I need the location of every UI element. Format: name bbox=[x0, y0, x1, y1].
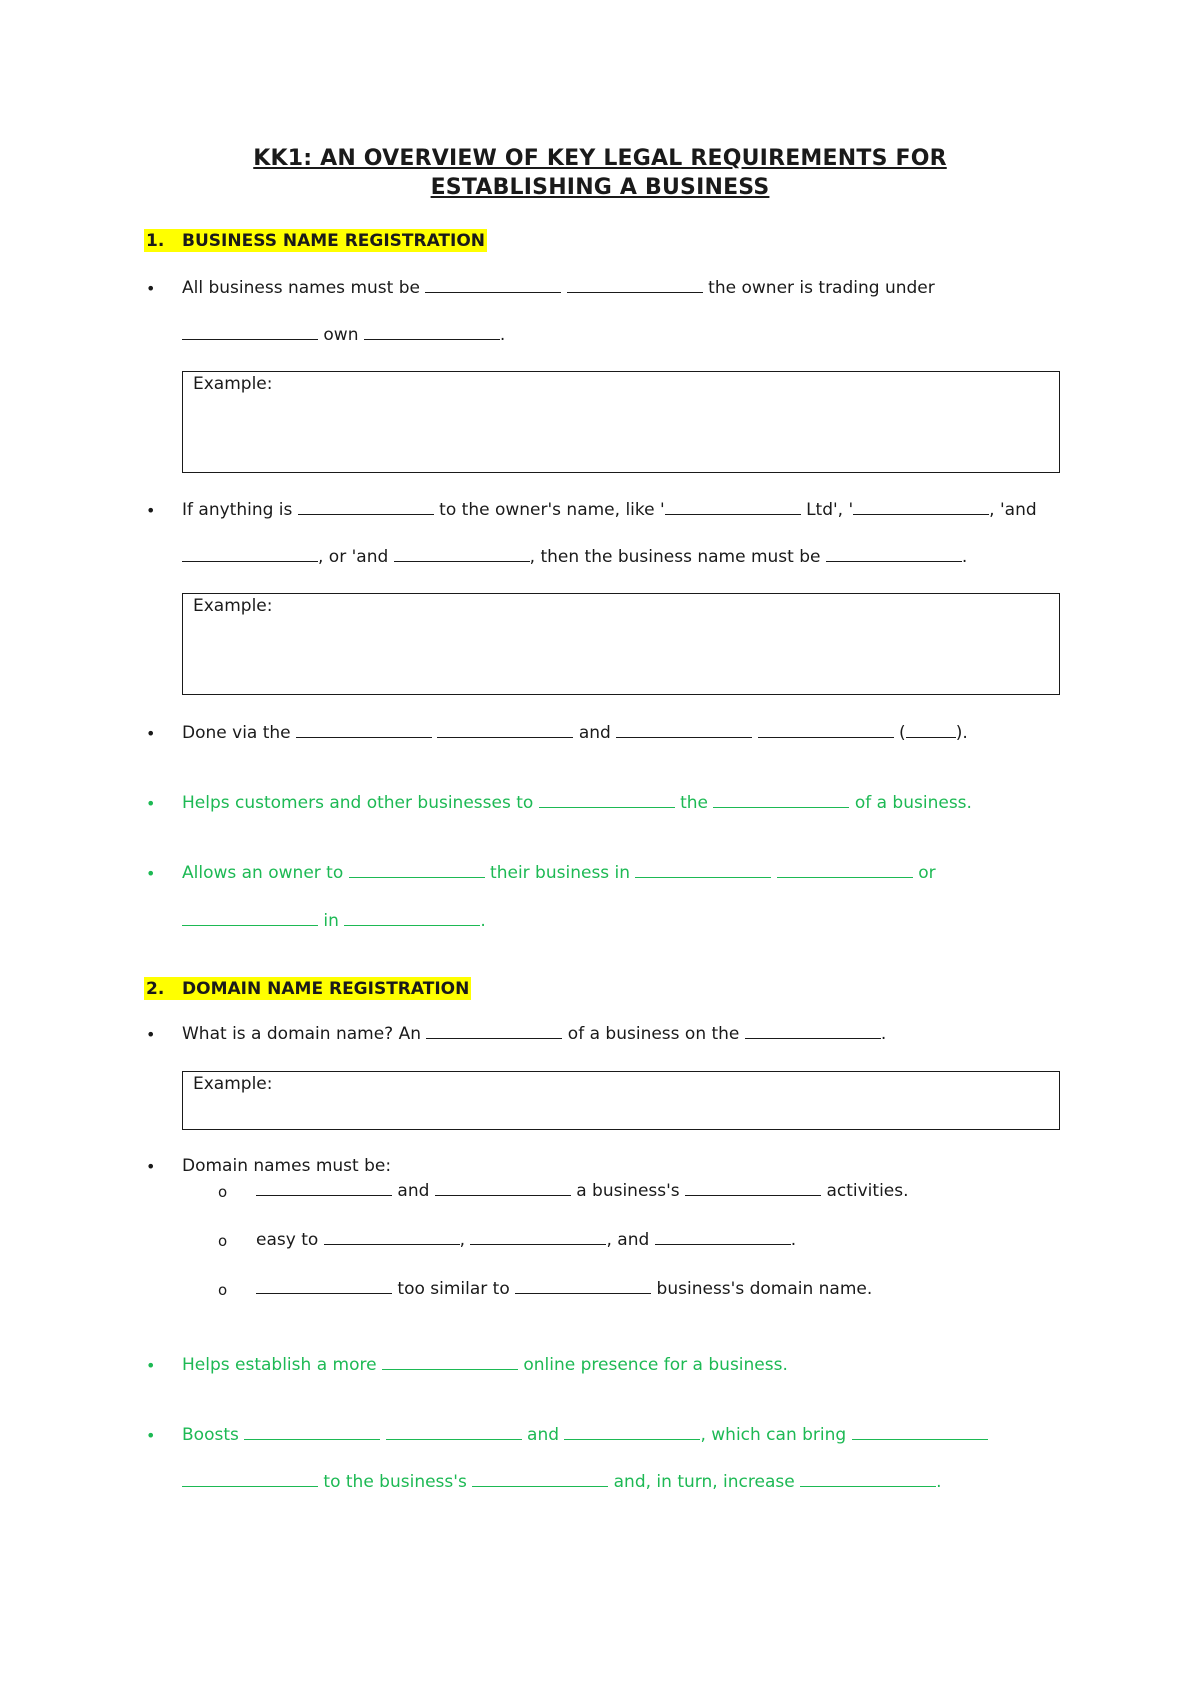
text: ( bbox=[893, 723, 906, 743]
page-title-line-2: ESTABLISHING A BUSINESS bbox=[430, 175, 770, 200]
blank-field[interactable] bbox=[515, 1279, 651, 1294]
text: . bbox=[480, 911, 486, 931]
text: easy to bbox=[256, 1230, 324, 1250]
text: Allows an owner to bbox=[182, 863, 349, 883]
blank-field[interactable] bbox=[665, 500, 801, 515]
blank-field[interactable] bbox=[635, 863, 771, 878]
blank-field[interactable] bbox=[539, 793, 675, 808]
s2-bullet-4-line-2 bbox=[182, 1472, 942, 1492]
sub-bullet-glyph: o bbox=[218, 1232, 228, 1250]
blank-field[interactable] bbox=[256, 1279, 392, 1294]
text: , and bbox=[606, 1230, 655, 1250]
blank-field[interactable] bbox=[364, 325, 500, 340]
heading-highlight: 2. DOMAIN NAME REGISTRATION bbox=[146, 979, 470, 999]
blank-field[interactable] bbox=[853, 500, 989, 515]
text: to the owner's name, like ' bbox=[433, 500, 665, 520]
text: Helps customers and other businesses to bbox=[182, 793, 539, 813]
text: , or 'and bbox=[318, 547, 394, 567]
blank-field[interactable] bbox=[472, 1472, 608, 1487]
blank-field[interactable] bbox=[685, 1181, 821, 1196]
text: Helps establish a more bbox=[182, 1355, 382, 1375]
text: Done via the bbox=[182, 723, 297, 743]
section-heading-domain-name bbox=[144, 979, 471, 999]
s1-bullet-2-line-2 bbox=[182, 547, 967, 567]
text: online presence for a business. bbox=[517, 1355, 788, 1375]
text: their business in bbox=[484, 863, 636, 883]
s2-bullet-1 bbox=[182, 1024, 886, 1044]
text: Boosts bbox=[182, 1425, 245, 1445]
text: and bbox=[573, 723, 617, 743]
text: or bbox=[912, 863, 936, 883]
blank-field[interactable] bbox=[655, 1230, 791, 1245]
text: of a business on the bbox=[562, 1024, 745, 1044]
blank-field[interactable] bbox=[567, 278, 703, 293]
s1-bullet-3 bbox=[182, 723, 968, 743]
text: business's domain name. bbox=[651, 1279, 873, 1299]
blank-field[interactable] bbox=[182, 1472, 318, 1487]
bullet-glyph: • bbox=[146, 1157, 156, 1176]
s2-sub-bullet-3 bbox=[256, 1279, 872, 1299]
bullet-glyph: • bbox=[146, 1356, 156, 1375]
blank-field[interactable] bbox=[435, 1181, 571, 1196]
blank-field[interactable] bbox=[324, 1230, 460, 1245]
text: the bbox=[674, 793, 714, 813]
text: activities. bbox=[821, 1181, 909, 1201]
section-heading-business-name bbox=[144, 231, 487, 251]
bullet-glyph: • bbox=[146, 864, 156, 883]
blank-field[interactable] bbox=[256, 1181, 392, 1196]
blank-field[interactable] bbox=[182, 547, 318, 562]
blank-field[interactable] bbox=[182, 325, 318, 340]
blank-field[interactable] bbox=[758, 723, 894, 738]
blank-field[interactable] bbox=[426, 1024, 562, 1039]
text: . bbox=[499, 325, 506, 345]
sub-bullet-glyph: o bbox=[218, 1281, 228, 1299]
bullet-glyph: • bbox=[146, 1025, 156, 1044]
text: of a business. bbox=[849, 793, 972, 813]
blank-field[interactable] bbox=[349, 863, 485, 878]
sub-bullet-glyph: o bbox=[218, 1183, 228, 1201]
blank-field[interactable] bbox=[470, 1230, 606, 1245]
blank-field[interactable] bbox=[296, 723, 432, 738]
text: to the business's bbox=[318, 1472, 473, 1492]
text: the owner is trading under bbox=[702, 278, 935, 298]
text: . bbox=[936, 1472, 942, 1492]
s1-bullet-5-line-2 bbox=[182, 911, 486, 931]
blank-field[interactable] bbox=[852, 1425, 988, 1440]
blank-field[interactable] bbox=[826, 547, 962, 562]
text: too similar to bbox=[392, 1279, 516, 1299]
s2-bullet-3 bbox=[182, 1355, 788, 1375]
blank-field[interactable] bbox=[616, 723, 752, 738]
heading-highlight: 1. BUSINESS NAME REGISTRATION bbox=[146, 231, 486, 251]
text: ). bbox=[955, 723, 968, 743]
example-label: Example: bbox=[193, 596, 273, 616]
blank-field[interactable] bbox=[437, 723, 573, 738]
text: , 'and bbox=[989, 500, 1037, 520]
s2-bullet-2: Domain names must be: bbox=[182, 1156, 392, 1176]
text: If anything is bbox=[182, 500, 298, 520]
text: . bbox=[961, 547, 968, 567]
example-box-3[interactable] bbox=[182, 1071, 1060, 1130]
bullet-glyph: • bbox=[146, 1426, 156, 1445]
text: . bbox=[880, 1024, 887, 1044]
s2-sub-bullet-1 bbox=[256, 1181, 909, 1201]
s1-bullet-1-line-2 bbox=[182, 325, 505, 345]
text: and bbox=[521, 1425, 565, 1445]
blank-field[interactable] bbox=[344, 911, 480, 926]
s2-sub-bullet-2 bbox=[256, 1230, 796, 1250]
blank-field[interactable] bbox=[298, 500, 434, 515]
text: What is a domain name? An bbox=[182, 1024, 427, 1044]
blank-field[interactable] bbox=[425, 278, 561, 293]
text: and bbox=[392, 1181, 435, 1201]
bullet-glyph: • bbox=[146, 501, 156, 520]
example-box-1[interactable] bbox=[182, 371, 1060, 473]
bullet-glyph: • bbox=[146, 279, 156, 298]
text: and, in turn, increase bbox=[608, 1472, 801, 1492]
blank-field[interactable] bbox=[745, 1024, 881, 1039]
s2-bullet-4-line-1 bbox=[182, 1425, 988, 1445]
text: . bbox=[790, 1230, 797, 1250]
blank-field[interactable] bbox=[394, 547, 530, 562]
bullet-glyph: • bbox=[146, 724, 156, 743]
blank-field[interactable] bbox=[777, 863, 913, 878]
example-box-2[interactable] bbox=[182, 593, 1060, 695]
text: , then the business name must be bbox=[529, 547, 826, 567]
s1-bullet-5-line-1 bbox=[182, 863, 936, 883]
example-label: Example: bbox=[193, 374, 273, 394]
blank-field[interactable] bbox=[182, 911, 318, 926]
s1-bullet-2-line-1 bbox=[182, 500, 1037, 520]
s1-bullet-4 bbox=[182, 793, 972, 813]
s1-bullet-1-line-1 bbox=[182, 278, 935, 298]
blank-field[interactable] bbox=[382, 1355, 518, 1370]
text: , which can bring bbox=[700, 1425, 852, 1445]
blank-field[interactable] bbox=[564, 1425, 700, 1440]
blank-field[interactable] bbox=[800, 1472, 936, 1487]
text: , bbox=[459, 1230, 471, 1250]
page-title-line-1: KK1: AN OVERVIEW OF KEY LEGAL REQUIREMENTS FOR bbox=[253, 146, 947, 171]
text: Ltd', ' bbox=[800, 500, 854, 520]
blank-field-short[interactable] bbox=[906, 723, 956, 738]
example-label: Example: bbox=[193, 1074, 273, 1094]
text: in bbox=[318, 911, 345, 931]
text: own bbox=[318, 325, 364, 345]
blank-field[interactable] bbox=[244, 1425, 380, 1440]
blank-field[interactable] bbox=[713, 793, 849, 808]
text: All business names must be bbox=[182, 278, 426, 298]
blank-field[interactable] bbox=[386, 1425, 522, 1440]
bullet-glyph: • bbox=[146, 794, 156, 813]
text: a business's bbox=[570, 1181, 686, 1201]
